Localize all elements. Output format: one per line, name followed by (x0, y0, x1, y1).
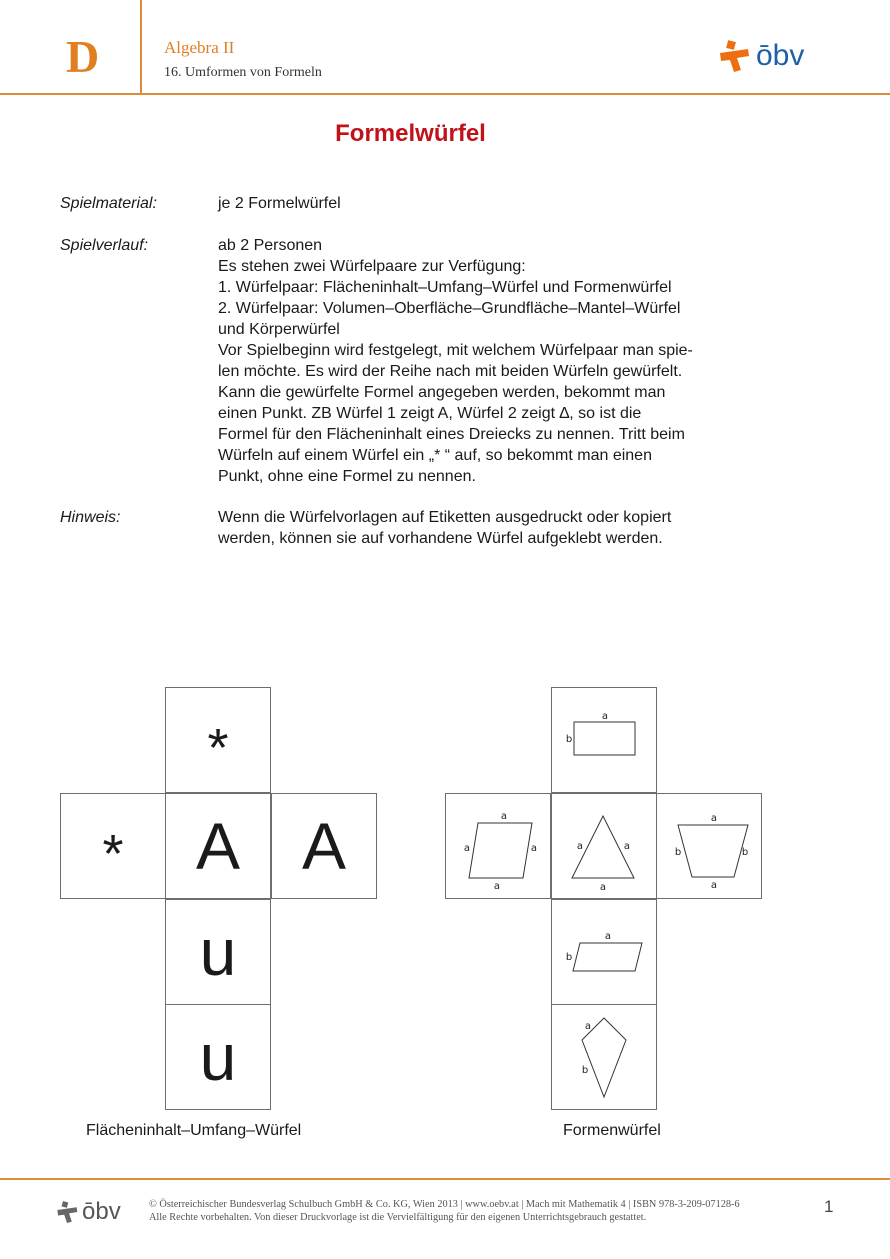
copyright-line-2: Alle Rechte vorbehalten. Von dieser Druckvorlage ist die Vervielfältigung für den eigenen Unterrichtsgebrauch gestattet. (149, 1212, 647, 1223)
asterisk-symbol: * (102, 824, 124, 884)
page-title: Formelwürfel (335, 120, 486, 147)
page-number: 1 (824, 1197, 834, 1216)
section-body (218, 235, 778, 487)
area-symbol: A (301, 809, 347, 883)
svg-text:b: b (741, 847, 749, 858)
face-bottom-1 (551, 899, 657, 1005)
svg-text:a: a (584, 1021, 592, 1032)
kite-shape-icon (552, 1005, 656, 1109)
text-line: Kann die gewürfelte Formel angegeben werden, bekommt man (218, 384, 666, 401)
face-center (165, 793, 271, 899)
svg-text:a: a (500, 811, 508, 822)
trapezoid-shape-icon (657, 794, 761, 898)
logo-text: ōbv (756, 39, 805, 72)
obv-star-icon (718, 40, 750, 72)
text-line: und Körperwürfel (218, 321, 340, 338)
obv-logo-footer (56, 1200, 121, 1224)
face-bottom-2 (551, 1004, 657, 1110)
text-line: len möchte. Es wird der Reihe nach mit beiden Würfeln gewürfelt. (218, 363, 683, 380)
face-right (656, 793, 762, 899)
page-header (0, 0, 890, 95)
logo-text: ōbv (82, 1198, 121, 1225)
text-line: Formel für den Flächeninhalt eines Dreiecks zu nennen. Tritt beim (218, 426, 685, 443)
text-line: Vor Spielbeginn wird festgelegt, mit welchem Würfelpaar man spie- (218, 342, 693, 359)
face-center (551, 793, 657, 899)
svg-text:a: a (604, 931, 612, 942)
triangle-shape-icon (552, 794, 656, 898)
header-divider (140, 0, 142, 93)
text-line: ab 2 Personen (218, 237, 323, 254)
svg-text:b: b (674, 847, 682, 858)
text-line: einen Punkt. ZB Würfel 1 zeigt A, Würfel 2 zeigt ∆, so ist die (218, 405, 642, 422)
book-title: Algebra II (164, 38, 235, 57)
net-caption-left: Flächeninhalt–Umfang–Würfel (86, 1122, 302, 1139)
section-label: Hinweis: (60, 509, 121, 526)
svg-text:a: a (463, 843, 471, 854)
text-line: 1. Würfelpaar: Flächeninhalt–Umfang–Würfel und Formenwürfel (218, 279, 672, 296)
face-top (165, 687, 271, 793)
parallelogram-shape-icon (552, 900, 656, 1004)
face-bottom-2 (165, 1004, 271, 1110)
text-line: Würfeln auf einem Würfel ein „* “ auf, so bekommt man einen (218, 447, 652, 464)
rectangle-shape-icon (552, 688, 656, 792)
asterisk-symbol: * (207, 718, 229, 778)
section-label: Spielmaterial: (60, 195, 157, 212)
face-bottom-1 (165, 899, 271, 1005)
face-right (271, 793, 377, 899)
svg-text:a: a (576, 841, 584, 852)
svg-text:a: a (601, 711, 609, 722)
rhombus-shape-icon (446, 794, 550, 898)
face-left (445, 793, 551, 899)
text-line: Punkt, ohne eine Formel zu nennen. (218, 468, 476, 485)
face-top (551, 687, 657, 793)
obv-star-icon (56, 1201, 78, 1223)
svg-text:b: b (565, 952, 573, 963)
obv-logo (718, 40, 804, 72)
text-line: Wenn die Würfelvorlagen auf Etiketten ausgedruckt oder kopiert (218, 509, 672, 526)
net-caption-right: Formenwürfel (563, 1122, 661, 1139)
svg-text:a: a (530, 843, 538, 854)
section-label: Spielverlauf: (60, 237, 149, 254)
text-line: 2. Würfelpaar: Volumen–Oberfläche–Grundfläche–Mantel–Würfel (218, 300, 681, 317)
perimeter-symbol: u (199, 1020, 237, 1094)
copyright-text (149, 1198, 740, 1224)
section-letter: D (66, 31, 100, 82)
face-left (60, 793, 166, 899)
chapter-title: 16. Umformen von Formeln (164, 65, 322, 80)
text-line: Es stehen zwei Würfelpaare zur Verfügung: (218, 258, 526, 275)
section-body (218, 507, 778, 549)
svg-text:b: b (565, 734, 573, 745)
perimeter-symbol: u (199, 915, 237, 989)
text-line: werden, können sie auf vorhandene Würfel aufgeklebt werden. (218, 530, 663, 547)
svg-text:a: a (599, 882, 607, 893)
area-symbol: A (195, 809, 241, 883)
text-line: je 2 Formelwürfel (218, 195, 341, 212)
footer-divider (0, 1178, 890, 1180)
section-body (218, 193, 778, 214)
svg-text:a: a (710, 880, 718, 891)
svg-text:a: a (710, 813, 718, 824)
svg-text:a: a (623, 841, 631, 852)
svg-text:a: a (493, 881, 501, 892)
copyright-line-1: © Österreichischer Bundesverlag Schulbuch GmbH & Co. KG, Wien 2013 | www.oebv.at | Mach mit Mathematik 4 | ISBN 978-3-209-07128-6 (149, 1199, 740, 1210)
svg-text:b: b (581, 1065, 589, 1076)
